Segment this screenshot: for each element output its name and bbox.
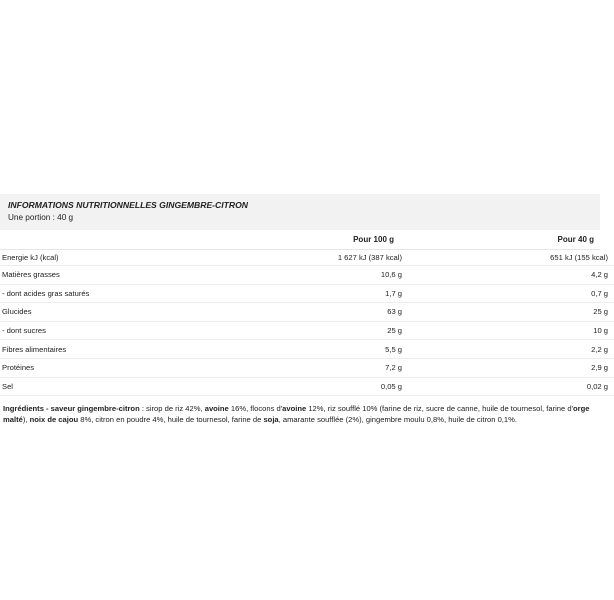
value-per100: 1 627 kJ (387 kcal)	[202, 250, 408, 266]
ingredient-text: ),	[22, 415, 30, 425]
value-per100: 25 g	[202, 321, 408, 340]
value-per40: 2,2 g	[408, 340, 614, 359]
nutrient-label: Matières grasses	[0, 266, 202, 285]
portion-size: Une portion : 40 g	[8, 213, 74, 222]
value-per40: 10 g	[408, 321, 614, 340]
ingredient-highlight: Ingrédients - saveur gingembre-citron	[3, 404, 140, 414]
value-per100: 7,2 g	[202, 358, 408, 377]
ingredient-highlight: orge malté	[3, 404, 590, 425]
ingredient-text: 16%, flocons d'	[228, 404, 283, 414]
value-per40: 0,02 g	[408, 377, 614, 396]
value-per100: 0,05 g	[202, 377, 408, 396]
column-headers	[0, 230, 600, 250]
ingredient-text: : sirop de riz 42%,	[139, 404, 205, 414]
nutrient-label: Energie kJ (kcal)	[0, 250, 202, 266]
value-per100: 5,5 g	[202, 340, 408, 359]
nutrition-header	[0, 194, 600, 230]
ingredients-text	[0, 396, 600, 425]
value-per40: 25 g	[408, 303, 614, 322]
table-row	[0, 321, 614, 340]
value-per100: 1,7 g	[202, 284, 408, 303]
table-row	[0, 340, 614, 359]
ingredient-highlight: noix de cajou	[29, 415, 79, 425]
ingredient-text: 12%, riz soufflé 10% (farine de riz, sucre de canne, huile de tournesol, farine d'	[306, 404, 574, 414]
ingredient-highlight: avoine	[282, 404, 307, 414]
nutrition-table	[0, 250, 614, 396]
ingredient-highlight: avoine	[204, 404, 229, 414]
value-per40: 0,7 g	[408, 284, 614, 303]
ingredient-highlight: soja	[263, 415, 279, 425]
nutrient-label: - dont acides gras saturés	[0, 284, 202, 303]
nutrition-title: INFORMATIONS NUTRITIONNELLES GINGEMBRE-CITRON	[8, 200, 248, 210]
column-header-per40: Pour 40 g	[557, 235, 594, 244]
table-row	[0, 303, 614, 322]
value-per40: 2,9 g	[408, 358, 614, 377]
ingredient-text: 8%, citron en poudre 4%, huile de tournesol, farine de	[78, 415, 264, 425]
table-row	[0, 284, 614, 303]
nutrition-panel	[0, 194, 608, 425]
table-row	[0, 266, 614, 285]
value-per100: 63 g	[202, 303, 408, 322]
nutrient-label: - dont sucres	[0, 321, 202, 340]
column-header-per100: Pour 100 g	[353, 235, 394, 244]
nutrient-label: Glucides	[0, 303, 202, 322]
value-per100: 10,6 g	[202, 266, 408, 285]
table-row	[0, 250, 614, 266]
table-row	[0, 358, 614, 377]
nutrient-label: Fibres alimentaires	[0, 340, 202, 359]
table-row	[0, 377, 614, 396]
nutrient-label: Protéines	[0, 358, 202, 377]
ingredient-text: , amarante soufflée (2%), gingembre moulu 0,8%, huile de citron 0,1%.	[278, 415, 518, 425]
nutrient-label: Sel	[0, 377, 202, 396]
value-per40: 4,2 g	[408, 266, 614, 285]
value-per40: 651 kJ (155 kcal)	[408, 250, 614, 266]
